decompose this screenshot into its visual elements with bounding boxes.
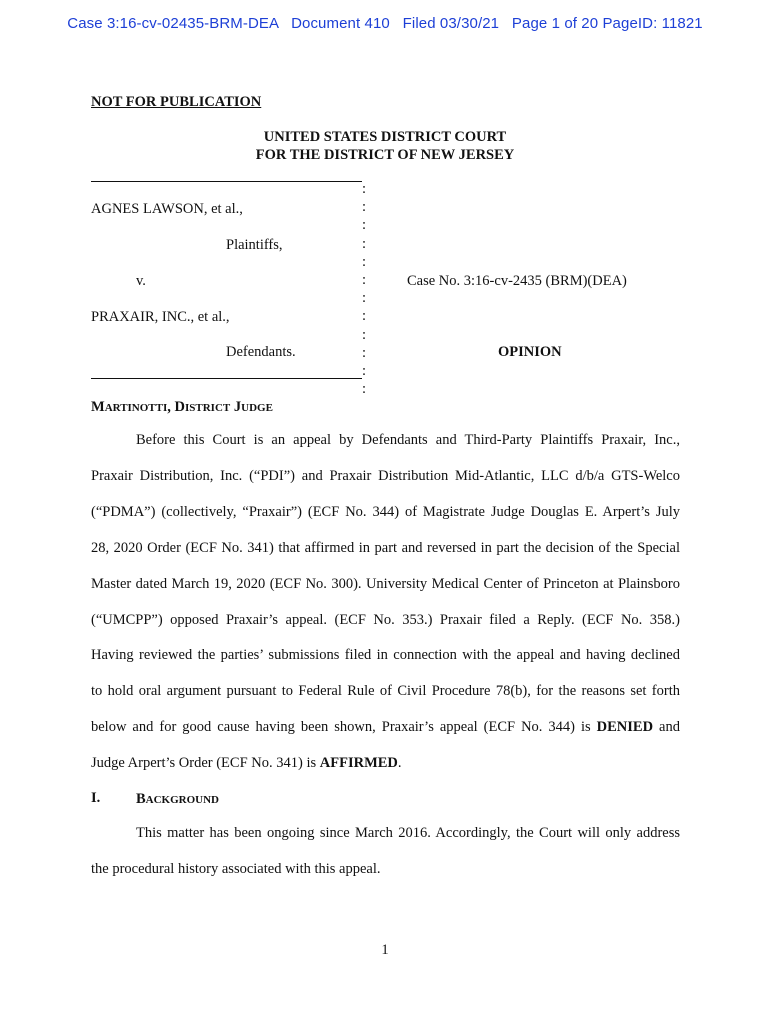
paragraph1-line7: Having reviewed the parties’ submissions filed in connection with the appeal and having declined bbox=[91, 647, 680, 663]
judge-name-initial: M bbox=[91, 399, 105, 415]
paragraph1-line10 bbox=[91, 755, 680, 772]
denied-text: DENIED bbox=[596, 719, 654, 735]
court-name-line1: UNITED STATES DISTRICT COURT bbox=[263, 129, 507, 145]
judge-title-initial-1: D bbox=[174, 399, 185, 415]
judge-sep: , bbox=[167, 399, 175, 415]
not-for-publication: NOT FOR PUBLICATION bbox=[91, 94, 262, 110]
caption-colon-column: : : : : : : : : : : : : bbox=[361, 181, 367, 398]
paragraph1-line9-end: and bbox=[653, 719, 680, 735]
caption-bottom-rule bbox=[91, 378, 362, 379]
paragraph2-line1: This matter has been ongoing since March 2016. Accordingly, the Court will only address bbox=[136, 825, 680, 841]
paragraph2-line2: the procedural history associated with this appeal. bbox=[91, 861, 381, 877]
page-number: 1 bbox=[381, 942, 389, 958]
judge-title-initial-2: J bbox=[233, 399, 242, 415]
section-title-rest: ACKGROUND bbox=[145, 794, 220, 806]
paragraph1-line9 bbox=[91, 719, 680, 736]
judge-title-rest-1: ISTRICT bbox=[185, 402, 231, 414]
section-number: I. bbox=[91, 790, 101, 806]
versus: v. bbox=[136, 273, 146, 289]
paragraph1-line1: Before this Court is an appeal by Defendants and Third-Party Plaintiffs Praxair, Inc., bbox=[136, 432, 680, 448]
paragraph1-line2: Praxair Distribution, Inc. (“PDI”) and Praxair Distribution Mid-Atlantic, LLC d/b/a GTS-Welco bbox=[91, 468, 680, 484]
judge-attribution bbox=[91, 398, 273, 416]
paragraph1-line5: Master dated March 19, 2020 (ECF No. 300). University Medical Center of Princeton at Plainsboro bbox=[91, 576, 680, 592]
caption-top-rule bbox=[91, 181, 362, 182]
paragraph1-line4: 28, 2020 Order (ECF No. 341) that affirmed in part and reversed in part the decision of the Special bbox=[91, 540, 680, 556]
court-name-line2: FOR THE DISTRICT OF NEW JERSEY bbox=[255, 147, 515, 163]
paragraph1-line3: (“PDMA”) (collectively, “Praxair”) (ECF No. 344) of Magistrate Judge Douglas E. Arpert’s July bbox=[91, 504, 680, 520]
section-title bbox=[136, 790, 219, 808]
paragraph1-line6: (“UMCPP”) opposed Praxair’s appeal. (ECF No. 353.) Praxair filed a Reply. (ECF No. 358.) bbox=[91, 612, 680, 628]
paragraph1-line10-text: Judge Arpert’s Order (ECF No. 341) is bbox=[91, 755, 320, 771]
paragraph1-line8: to hold oral argument pursuant to Federal Rule of Civil Procedure 78(b), for the reasons set forth bbox=[91, 683, 680, 699]
defendant-role: Defendants. bbox=[226, 344, 296, 360]
ecf-header-stamp: Case 3:16-cv-02435-BRM-DEA Document 410 Filed 03/30/21 Page 1 of 20 PageID: 11821 bbox=[67, 15, 703, 32]
judge-title-rest-2: UDGE bbox=[241, 402, 273, 414]
defendant-name: PRAXAIR, INC., et al., bbox=[91, 309, 230, 325]
plaintiff-name: AGNES LAWSON, et al., bbox=[91, 201, 243, 217]
case-number: Case No. 3:16-cv-2435 (BRM)(DEA) bbox=[407, 273, 627, 289]
paragraph1-line9-text: below and for good cause having been shown, Praxair’s appeal (ECF No. 344) is bbox=[91, 719, 597, 735]
affirmed-text: AFFIRMED bbox=[319, 755, 398, 771]
plaintiff-role: Plaintiffs, bbox=[226, 237, 283, 253]
section-title-initial: B bbox=[136, 791, 146, 807]
document-type: OPINION bbox=[498, 344, 562, 360]
paragraph1-line10-end: . bbox=[397, 755, 402, 771]
judge-name-rest: ARTINOTTI bbox=[104, 402, 168, 414]
